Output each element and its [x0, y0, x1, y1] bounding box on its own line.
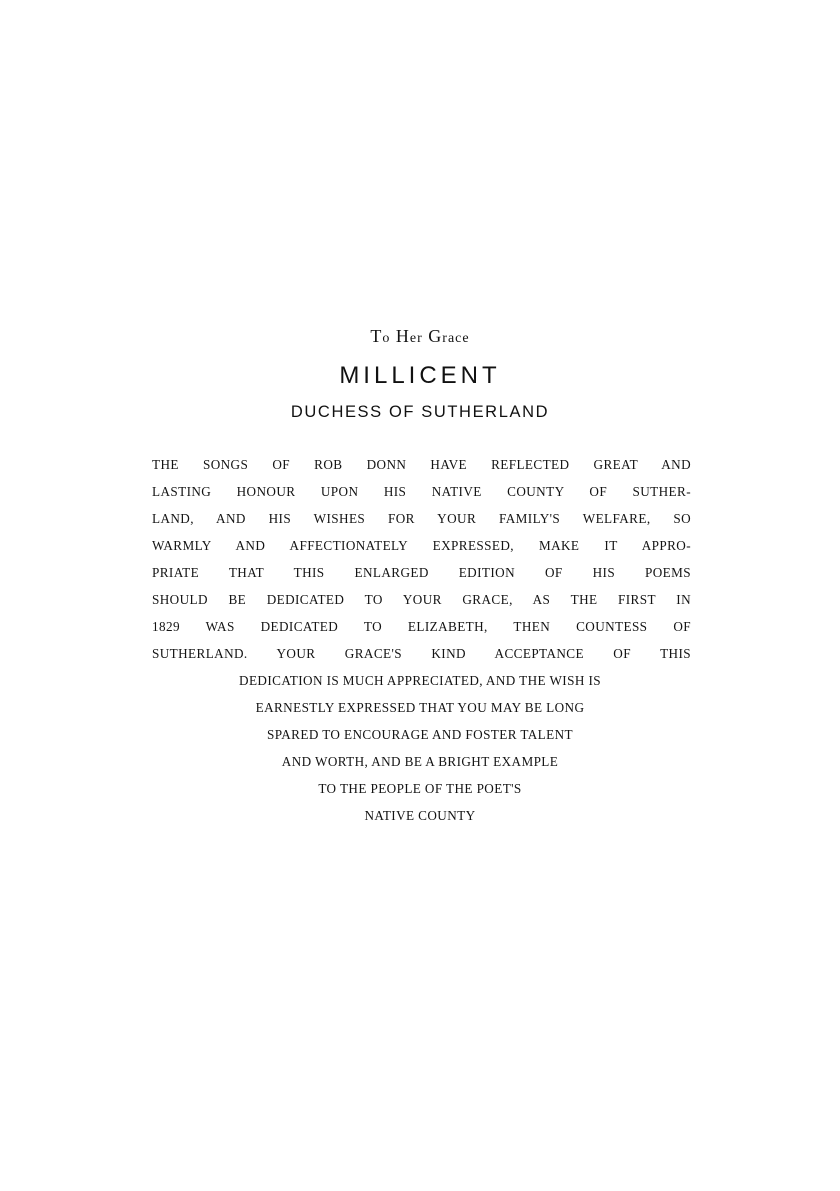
- salutation-her-initial: H: [395, 326, 410, 346]
- dedication-line: 1829 WAS DEDICATED TO ELIZABETH, THEN COUNTESS OF: [152, 619, 691, 634]
- dedication-line: LASTING HONOUR UPON HIS NATIVE COUNTY OF SUTHER-: [152, 484, 691, 499]
- salutation-to-rest: o: [382, 331, 391, 346]
- dedication-line: EARNESTLY EXPRESSED THAT YOU MAY BE LONG: [255, 700, 585, 715]
- dedication-line: DEDICATION IS MUCH APPRECIATED, AND THE WISH IS: [239, 673, 601, 688]
- dedication-line: TO THE PEOPLE OF THE POET'S: [318, 781, 522, 796]
- dedication-line: THE SONGS OF ROB DONN HAVE REFLECTED GREAT AND: [152, 457, 691, 472]
- dedication-text: [0, 455, 840, 833]
- dedication-line: SHOULD BE DEDICATED TO YOUR GRACE, AS THE FIRST IN: [152, 592, 691, 607]
- salutation-grace-initial: G: [428, 326, 443, 346]
- salutation-grace-rest: race: [442, 331, 470, 346]
- dedication-line: WARMLY AND AFFECTIONATELY EXPRESSED, MAKE IT APPRO-: [152, 538, 691, 553]
- dedication-line: SUTHERLAND. YOUR GRACE'S KIND ACCEPTANCE OF THIS: [152, 646, 691, 661]
- salutation-to-initial: T: [370, 326, 383, 346]
- dedicatee-name: MILLICENT: [339, 362, 501, 389]
- dedication-line: AND WORTH, AND BE A BRIGHT EXAMPLE: [281, 754, 559, 769]
- salutation: [0, 326, 840, 347]
- dedication-line: SPARED TO ENCOURAGE AND FOSTER TALENT: [267, 727, 573, 742]
- salutation-her-rest: er: [409, 331, 423, 346]
- dedication-line: PRIATE THAT THIS ENLARGED EDITION OF HIS POEMS: [152, 565, 691, 580]
- dedication-line: NATIVE COUNTY: [364, 808, 476, 823]
- dedicatee-title: DUCHESS OF SUTHERLAND: [290, 403, 550, 421]
- dedication-line: LAND, AND HIS WISHES FOR YOUR FAMILY'S WELFARE, SO: [152, 511, 691, 526]
